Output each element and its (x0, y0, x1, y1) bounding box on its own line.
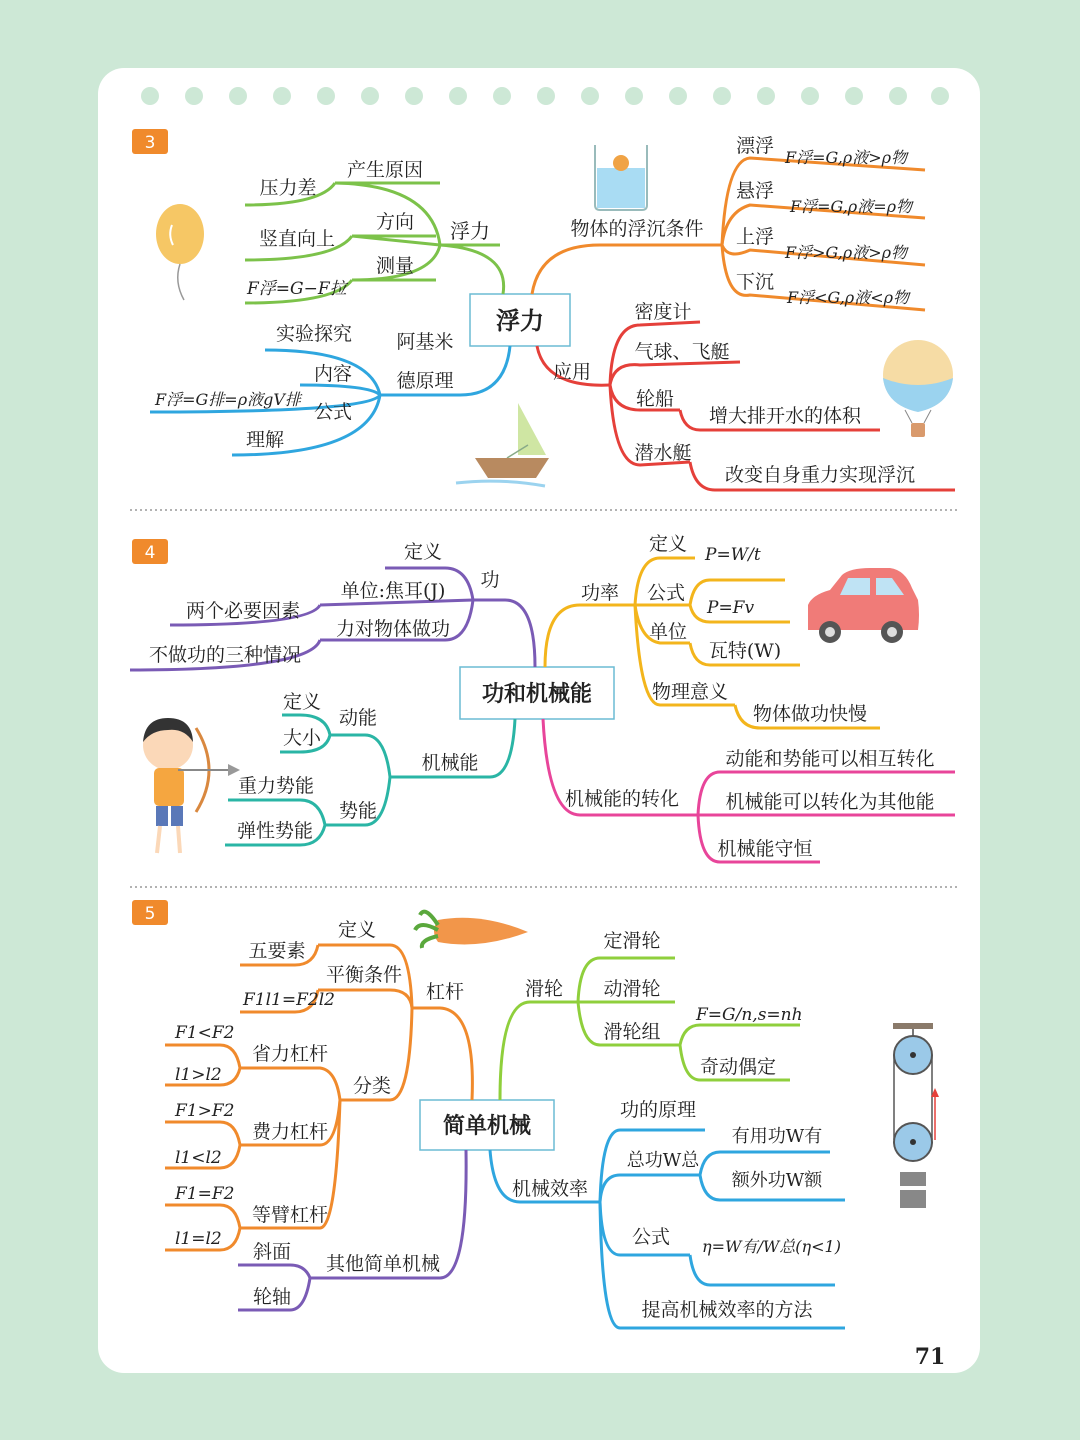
node-xiaolv-gongshi: 公式 (631, 1226, 671, 1248)
node-zonggong: 总功W总 (626, 1150, 700, 1171)
formula-eta: η=W有/W总(η<1) (702, 1237, 841, 1256)
car-icon (808, 568, 919, 643)
node-tigao: 提高机械效率的方法 (641, 1299, 813, 1321)
formula-shangfu: F浮>G,ρ液>ρ物 (785, 243, 908, 262)
node-lidui: 力对物体做功 (335, 618, 451, 640)
node-paishui: 增大排开水的体积 (708, 405, 862, 427)
node-yuanli: 功的原理 (619, 1099, 697, 1121)
formula-pingheng: F1l1=F2l2 (243, 990, 335, 1010)
node-gaibian: 改变自身重力实现浮沉 (724, 464, 916, 486)
node-hualun: 滑轮 (524, 978, 564, 1000)
formula-ajm: F浮=G排=ρ液gV排 (155, 390, 301, 409)
node-pingheng: 平衡条件 (325, 964, 403, 986)
node-xiachen: 下沉 (735, 271, 775, 293)
node-xuanfu: 悬浮 (735, 180, 775, 202)
node-dongneng-dingyi: 定义 (282, 691, 322, 713)
node-zhuanhua-3: 机械能守恒 (717, 838, 813, 860)
node-fenlei: 分类 (352, 1075, 392, 1097)
node-gangan: 杠杆 (425, 981, 465, 1003)
node-wuli: 物理意义 (651, 681, 729, 703)
node-shangfu: 上浮 (735, 226, 775, 248)
node-xiemian: 斜面 (252, 1241, 292, 1263)
formula-xuanfu: F浮=G,ρ液=ρ物 (790, 197, 913, 216)
node-zhuanhua-1: 动能和势能可以相互转化 (725, 748, 935, 770)
node-wuyaosu: 五要素 (248, 940, 306, 962)
archer-boy-icon (143, 718, 240, 853)
node-shiyan: 实验探究 (275, 323, 353, 345)
section-3-badge (132, 129, 168, 154)
node-gong-dingyi: 定义 (403, 541, 443, 563)
node-donghualun: 动滑轮 (603, 978, 661, 1000)
formula-p-fv: P=Fv (707, 598, 755, 618)
node-qidong: 奇动偶定 (699, 1056, 777, 1078)
formula-piaofu: F浮=G,ρ液>ρ物 (785, 148, 908, 167)
node-shuzhi: 竖直向上 (258, 228, 336, 250)
node-dengbi: 等臂杠杆 (251, 1204, 329, 1226)
node-feili: 费力杠杆 (251, 1121, 329, 1143)
formula-celiang: F浮=G−F拉 (247, 279, 347, 299)
formula-dengbi-f: F1=F2 (175, 1184, 235, 1204)
node-gonglv-danwei: 单位 (648, 621, 688, 643)
binder-holes (141, 87, 949, 105)
formula-dengbi-l: l1=l2 (175, 1229, 222, 1249)
node-wate: 瓦特(W) (708, 640, 782, 662)
node-buzuogong: 不做功的三种情况 (148, 644, 302, 666)
node-celiang: 测量 (375, 255, 415, 277)
pulley-icon (893, 1023, 939, 1208)
node-gonglv: 功率 (580, 582, 620, 604)
node-tanxing: 弹性势能 (236, 820, 314, 842)
node-hualunzu: 滑轮组 (603, 1021, 661, 1043)
sailboat-icon (456, 403, 549, 486)
node-yingyong: 应用 (552, 361, 592, 383)
formula-hualun: F=G/n,s=nh (696, 1005, 803, 1025)
node-ajm-line2: 德原理 (396, 370, 454, 392)
formula-feili-f: F1>F2 (175, 1101, 235, 1121)
node-piaofu: 漂浮 (735, 135, 775, 157)
carrot-icon (415, 912, 528, 948)
node-fuchen: 物体的浮沉条件 (570, 218, 704, 240)
node-shengli: 省力杠杆 (251, 1043, 329, 1065)
section-number: 5 (144, 904, 156, 924)
node-lunzhou: 轮轴 (252, 1286, 292, 1308)
node-yalicha: 压力差 (259, 177, 317, 199)
node-fangxiang: 方向 (375, 211, 415, 233)
node-liangge: 两个必要因素 (185, 600, 301, 622)
node-gong: 功 (480, 569, 500, 591)
formula-shengli-f: F1<F2 (175, 1023, 235, 1043)
hub-label-gongjixie: 功和机械能 (481, 682, 593, 707)
node-jixieneng: 机械能 (421, 752, 479, 774)
beaker-icon (595, 145, 647, 210)
formula-shengli-l: l1>l2 (175, 1065, 222, 1085)
section-5-badge (132, 900, 168, 925)
hub-label-jiandan: 简单机械 (442, 1114, 532, 1139)
node-lunchuan: 轮船 (635, 388, 675, 410)
node-fuli: 浮力 (450, 219, 490, 243)
node-daxiao: 大小 (282, 727, 322, 749)
node-qita: 其他简单机械 (325, 1253, 441, 1275)
node-kuaiman: 物体做功快慢 (752, 703, 868, 725)
node-zhuanhua-2: 机械能可以转化为其他能 (725, 791, 935, 813)
node-gonglv-gongshi: 公式 (646, 582, 686, 604)
section-4-badge (132, 539, 168, 564)
node-ewai: 额外功W额 (731, 1170, 823, 1191)
node-qiqiu: 气球、飞艇 (634, 341, 730, 363)
hub-label-fuli: 浮力 (496, 307, 544, 335)
node-gongshi: 公式 (313, 401, 353, 423)
node-gonglv-dingyi: 定义 (648, 533, 688, 555)
node-dongneng: 动能 (338, 707, 378, 729)
node-danwei-jiaoer: 单位:焦耳(J) (340, 580, 446, 602)
node-lijie: 理解 (245, 429, 285, 451)
balloon-icon (156, 204, 204, 300)
formula-p-w-t: P=W/t (705, 545, 761, 565)
node-xiaolv: 机械效率 (511, 1178, 589, 1200)
section-number: 3 (144, 133, 156, 153)
section-number: 4 (144, 543, 156, 563)
node-zhongli: 重力势能 (237, 775, 315, 797)
node-ajm-line1: 阿基米 (396, 331, 454, 353)
node-midu: 密度计 (634, 301, 692, 323)
node-qianshui: 潜水艇 (634, 442, 692, 464)
node-chansheng: 产生原因 (346, 159, 424, 181)
node-youyong: 有用功W有 (731, 1126, 823, 1147)
node-shineng: 势能 (338, 800, 378, 822)
node-dinghualun: 定滑轮 (603, 930, 661, 952)
node-gangan-dingyi: 定义 (337, 919, 377, 941)
formula-feili-l: l1<l2 (175, 1148, 222, 1168)
node-neirong: 内容 (313, 363, 353, 385)
hot-air-balloon-icon (883, 340, 953, 437)
node-zhuanhua: 机械能的转化 (564, 788, 680, 810)
formula-xiachen: F浮<G,ρ液<ρ物 (787, 288, 910, 307)
page-number: 71 (914, 1344, 946, 1370)
